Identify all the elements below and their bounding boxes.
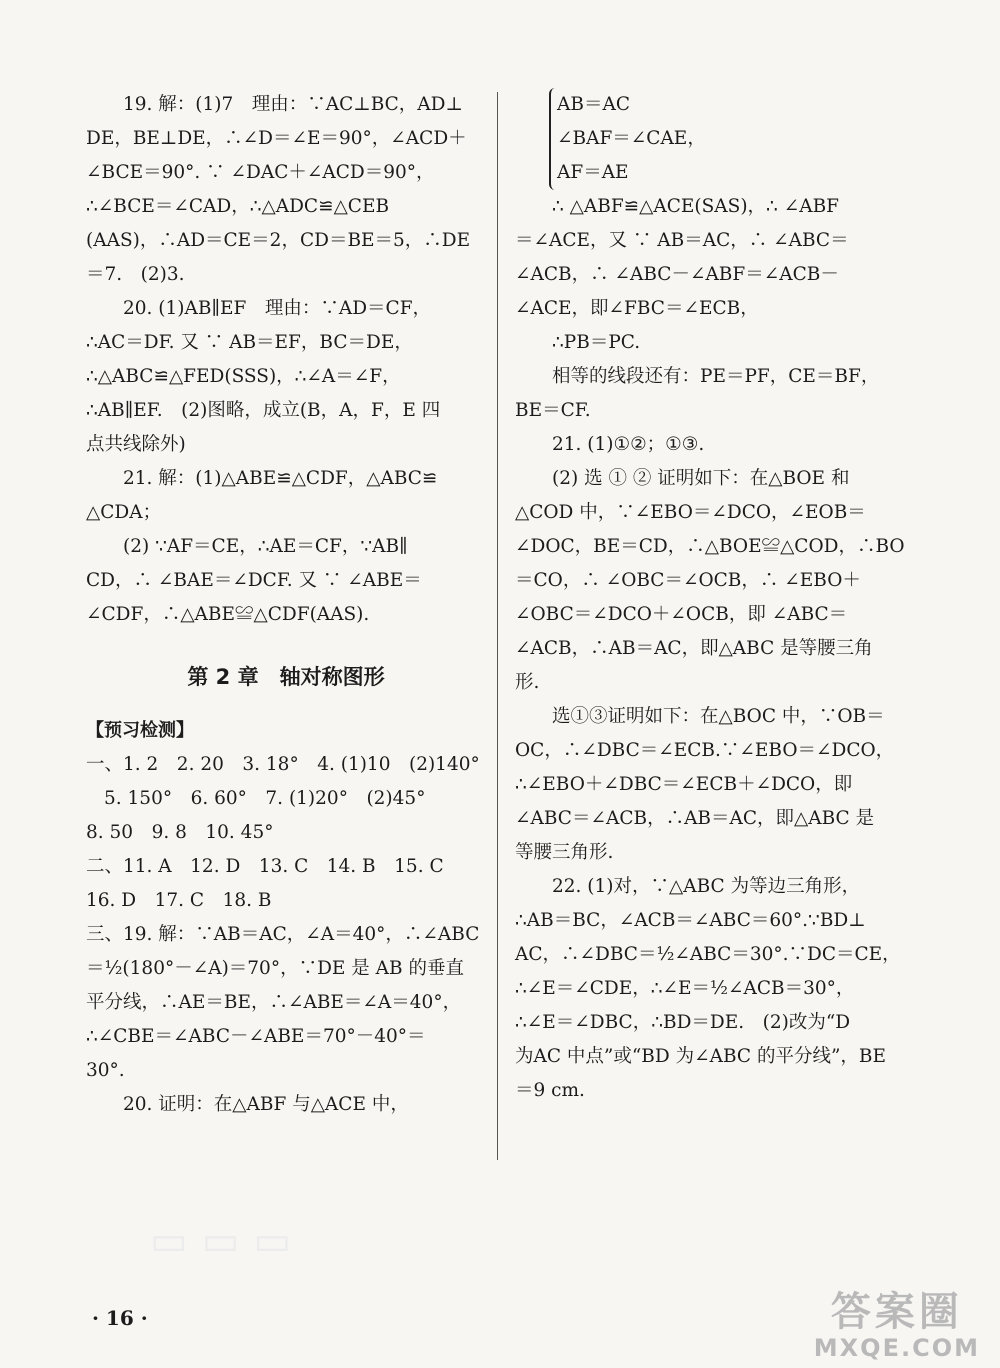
equation-line: ∠BAF＝∠CAE， [557,128,706,149]
text-line: ∴∠CBE＝∠ABC－∠ABE＝70°－40°＝ [86,1026,426,1047]
text-line: 平分线，∴AE＝BE，∴∠ABE＝∠A＝40°， [86,992,462,1013]
text-line: 形. [515,672,540,693]
text-line: 5. 150° 6. 60° 7. (1)20° (2)45° [104,788,426,809]
text-line: CD，∴ ∠BAE＝∠DCF. 又 ∵ ∠ABE＝ [86,570,422,591]
text-line: 二、11. A 12. D 13. C 14. B 15. C [86,856,444,877]
text-line: 16. D 17. C 18. B [86,890,272,911]
text-line: 20. 证明：在△ABF 与△ACE 中， [123,1094,409,1115]
text-line: BE＝CF. [515,400,591,421]
text-line: ∴AB∥EF. (2)图略，成立(B，A，F，E 四 [86,400,441,421]
text-line: 等腰三角形. [515,842,614,863]
equation-line: AB＝AC [557,94,630,115]
text-line: 三、19. 解：∵AB＝AC，∠A＝40°，∴∠ABC [86,924,480,945]
text-line: 21. (1)①②；①③. [552,434,705,455]
text-line: ∠OBC＝∠DCO＋∠OCB，即 ∠ABC＝ [515,604,848,625]
text-line: ∴∠EBO＋∠DBC＝∠ECB＋∠DCO，即 [515,774,853,795]
left-column [86,88,486,1122]
text-line: ∴AB＝BC，∠ACB＝∠ABC＝60°.∵BD⊥ [515,910,866,931]
text-line: ∠BCE＝90°. ∵ ∠DAC＋∠ACD＝90°， [86,162,435,183]
text-line: △COD 中，∵∠EBO＝∠DCO，∠EOB＝ [515,502,866,523]
text-line: 21. 解：(1)△ABE≌△CDF，△ABC≌ [123,468,438,489]
text-line: (AAS)，∴AD＝CE＝2，CD＝BE＝5，∴DE [86,230,471,251]
page-number: · 16 · [92,1306,148,1330]
text-line: ＝CO，∴ ∠OBC＝∠OCB，∴ ∠EBO＋ [515,570,861,591]
text-line: ＝7. (2)3. [86,264,185,285]
equation-line: AF＝AE [557,162,629,183]
text-line: (2) ∵AF＝CE，∴AE＝CF，∵AB∥ [123,536,408,557]
watermark-url: MXQE.COM [813,1334,980,1362]
text-line: ∴PB＝PC. [552,332,641,353]
text-line: 相等的线段还有：PE＝PF，CE＝BF， [552,366,880,387]
text-line: AC，∴∠DBC＝½∠ABC＝30°.∵DC＝CE， [515,944,901,965]
text-line: 选①③证明如下：在△BOC 中，∵OB＝ [552,706,885,727]
site-watermark [813,1289,980,1362]
text-line: ∠CDF，∴△ABE≌△CDF(AAS). [86,604,370,625]
text-line: 19. 解：(1)7 理由：∵AC⊥BC，AD⊥ [123,94,463,115]
text-line: 为AC 中点”或“BD 为∠ABC 的平分线”，BE [515,1046,887,1067]
text-line: OC，∴∠DBC＝∠ECB.∵∠EBO＝∠DCO， [515,740,895,761]
text-line: ＝∠ACE，又 ∵ AB＝AC，∴ ∠ABC＝ [515,230,849,251]
section-label: 【预习检测】 [86,720,194,741]
text-line: ∠ACE，即∠FBC＝∠ECB， [515,298,759,319]
text-line: ∴AC＝DF. 又 ∵ AB＝EF，BC＝DE， [86,332,413,353]
text-line: 30°. [86,1060,125,1081]
text-line: 一、1. 2 2. 20 3. 18° 4. (1)10 (2)140° [86,754,480,775]
text-line: ＝½(180°－∠A)＝70°，∵DE 是 AB 的垂直 [86,958,465,979]
chapter-title: 第 2 章 轴对称图形 [187,665,385,689]
text-line: ∴∠BCE＝∠CAD，∴△ADC≌△CEB [86,196,390,217]
text-line: ∠ABC＝∠ACB，∴AB＝AC，即△ABC 是 [515,808,875,829]
text-line: ＝9 cm. [515,1080,585,1101]
text-line: ∠ACB，∴ ∠ABC－∠ABF＝∠ACB－ [515,264,839,285]
text-line: ∴∠E＝∠CDE，∴∠E＝½∠ACB＝30°， [515,978,855,999]
text-line: 点共线除外) [86,434,186,455]
text-line: ∠ACB，∴AB＝AC，即△ABC 是等腰三角 [515,638,873,659]
right-column [515,88,905,1108]
text-line: ∴ △ABF≌△ACE(SAS)，∴ ∠ABF [552,196,840,217]
watermark-logo-text: 答案圈 [830,1289,963,1335]
text-line: 8. 50 9. 8 10. 45° [86,822,274,843]
text-line: ∠DOC，BE＝CD，∴△BOE≌△COD，∴BO [515,536,905,557]
text-line: DE，BE⊥DE，∴∠D＝∠E＝90°，∠ACD＋ [86,128,467,149]
text-line: 20. (1)AB∥EF 理由：∵AD＝CF， [123,298,432,319]
text-line: 22. (1)对，∵△ABC 为等边三角形， [552,876,861,897]
text-line: △CDA； [86,502,162,523]
column-divider [497,92,498,1160]
faded-stamp-mark: ▭ ▭ ▭ [150,1218,292,1264]
equation-system [549,88,905,190]
text-line: (2) 选 ① ② 证明如下：在△BOE 和 [552,468,850,489]
text-line: ∴△ABC≌△FED(SSS)，∴∠A＝∠F， [86,366,401,387]
text-line: ∴∠E＝∠DBC，∴BD＝DE. (2)改为“D [515,1012,851,1033]
